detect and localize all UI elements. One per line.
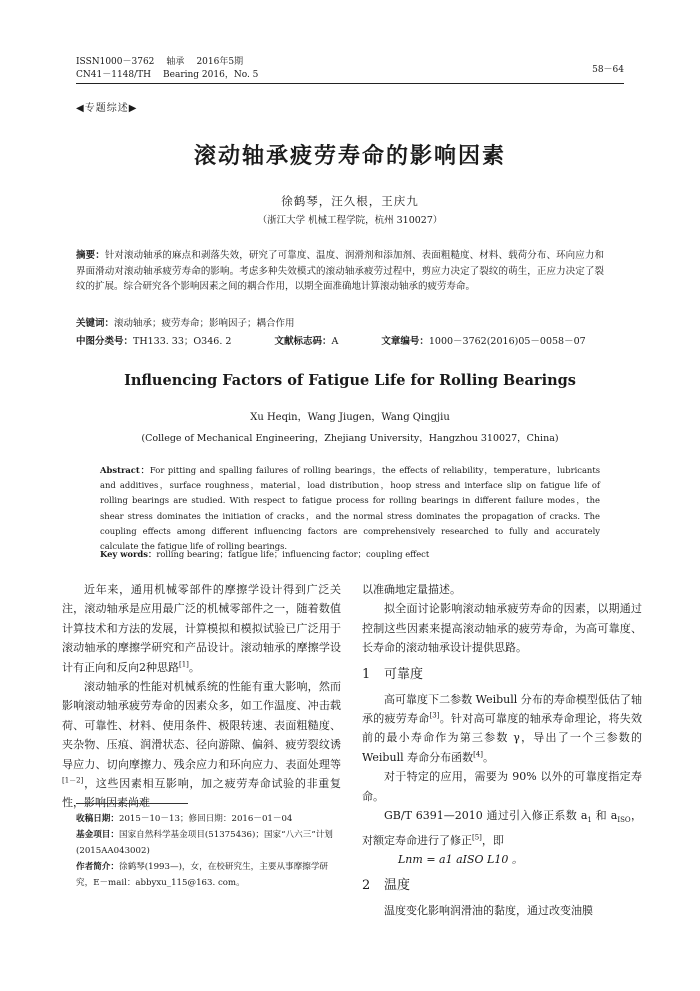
section-tag: ◀专题综述▶ — [76, 103, 138, 114]
paper-title-cn: 滚动轴承疲劳寿命的影响因素 — [193, 143, 506, 169]
citation: [1－2] — [62, 776, 84, 785]
paragraph-text: 。针对高可靠度的轴承寿命理论，将失效前的最小寿命作为第三参数 γ，导出了一个三参数的 Weibull 寿命分布函数 — [362, 712, 643, 764]
formula: Lnm = a1 aISO L10 。 — [398, 853, 523, 867]
affiliation-cn: （浙江大学 机械工程学院，杭州 310027） — [257, 215, 443, 226]
cn-number: CN41－1148/TH — [76, 70, 152, 80]
section-number: 1 — [362, 666, 371, 682]
author-value: 徐鹤琴(1993—)，女，在校研究生，主要从事摩擦学研究，E－mail：abbyxu_115@163. com。 — [76, 862, 329, 888]
abstract-cn-text: 针对滚动轴承的麻点和剥落失效，研究了可靠度、温度、润滑剂和添加剂、表面粗糙度、材料、载荷分布、环向应力和界面滑动对滚动轴承疲劳寿命的影响。考虑多种失效模式的滚动轴承疲劳过程中，剪应力决定了裂纹的萌生，正应力决定了裂纹的扩展。综合研究各个影响因素之间的耦合作用，以期全面准确地计算滚动轴承的疲劳寿命。 — [76, 250, 604, 292]
citation: [5] — [472, 833, 482, 841]
journal-header-left — [76, 56, 270, 82]
keywords-cn-label: 关键词： — [76, 318, 115, 329]
dates-label: 收稿日期： — [76, 814, 119, 824]
fund-label: 基金项目： — [76, 830, 119, 840]
footnote-dates — [76, 811, 344, 827]
fund-value: 国家自然科学基金项目(51375436)；国家“八六三”计划(2015AA043002) — [76, 830, 333, 856]
paragraph: 拟全面讨论影响滚动轴承疲劳寿命的因素，以期通过控制这些因素来提高滚动轴承的疲劳寿命，为高可靠度、长寿命的滚动轴承设计提供思路。 — [362, 602, 642, 655]
paragraph-text: GB/T 6391—2010 通过引入修正系数 a — [384, 809, 588, 823]
doc-code — [274, 336, 338, 347]
paragraph-text: 滚动轴承的性能对机械系统的性能有重大影响，然而影响滚动轴承疲劳寿命的因素众多，如工作温度、冲击载荷、可靠性、材料、使用条件、极限转速、表面粗糙度、夹杂物、压痕、润滑状态、径向游隙、偏斜、疲劳裂纹诱导应力、切向摩擦力、残余应力和环向应力、表面处理等 — [62, 680, 341, 771]
subscript: 1 — [587, 816, 592, 825]
page-range: 58－64 — [592, 65, 624, 75]
authors-cn: 徐鹤琴，汪久根，王庆九 — [281, 194, 419, 208]
issue-en: Bearing 2016，No. 5 — [163, 70, 259, 80]
paragraph: 对于特定的应用，需要为 90% 以外的可靠度指定寿命。 — [362, 770, 642, 803]
section-number: 2 — [362, 878, 371, 894]
clc-label: 中图分类号： — [76, 336, 134, 347]
abstract-en-label: Abstract： — [100, 465, 150, 475]
body-right-column — [362, 580, 642, 921]
paragraph — [362, 806, 642, 850]
article-value: 1000－3762(2016)05－0058－07 — [428, 336, 586, 347]
paragraph — [362, 690, 642, 768]
paragraph-text: 近年来，通用机械零部件的摩擦学设计得到广泛关注，滚动轴承是应用最广泛的机械零部件之一，随着数值计算技术和方法的发展，计算模拟和模拟试验已广泛用于滚动轴承的摩擦学研究和产品设计。滚动轴承的摩擦学设计有正向和反向2种思路 — [62, 583, 341, 674]
paragraph — [62, 677, 341, 813]
paragraph-text: 和 a — [591, 809, 618, 823]
citation: [1] — [179, 659, 189, 668]
paragraph-text: ，对额定寿命进行了修正 — [362, 809, 643, 847]
authors-en: Xu Heqin，Wang Jiugen，Wang Qingjiu — [250, 412, 450, 423]
citation: [4] — [473, 750, 484, 759]
footnote — [76, 811, 344, 891]
affiliation-en: (College of Mechanical Engineering，Zhejiang University，Hangzhou 310027，China) — [141, 433, 559, 444]
article-number — [381, 336, 585, 347]
body-left-column — [62, 580, 341, 813]
keywords-en — [100, 548, 429, 560]
paragraph: 温度变化影响润滑油的黏度，通过改变油膜 — [384, 904, 593, 918]
abstract-en-text: For pitting and spalling failures of rolling bearings，the effects of reliability，temperature，lubricants and additives，surface roughness，material，load distribution，hoop stress and interface slip on fatigue life of rolling bearings are studied. With respect to fatigue process for rolling bearings in different failure modes，the shear stress dominates the initiation of cracks，and the normal stress dominates the propagation of cracks. The coupling effects among different influencing factors are comprehensively researched to fully and accurately calculate the fatigue life of rolling bearings. — [100, 465, 600, 552]
author-label: 作者简介： — [76, 862, 119, 872]
paragraph: 以准确地定量描述。 — [362, 583, 461, 596]
keywords-cn-text: 滚动轴承；疲劳寿命；影响因子；耦合作用 — [114, 318, 295, 329]
clc-number — [76, 336, 231, 347]
paragraph-text: 高可靠度下二参数 Weibull 分布的寿命模型低估了轴承的疲劳寿命 — [362, 692, 642, 726]
keywords-cn — [76, 315, 295, 329]
clc-value: TH133. 33；O346. 2 — [133, 336, 232, 347]
citation: [3] — [429, 711, 440, 720]
section-title: 可靠度 — [384, 666, 424, 682]
paragraph-text: ，即 — [481, 833, 504, 847]
abstract-cn — [76, 248, 604, 295]
dates-value: 2015－10－13；修回日期：2016－01－04 — [118, 814, 293, 824]
issue-cn: 2016年5期 — [196, 57, 244, 67]
journal-name-cn: 轴承 — [166, 57, 185, 67]
abstract-en — [100, 463, 600, 554]
header-rule — [76, 83, 624, 84]
classification-line — [76, 333, 626, 347]
section-heading-2 — [362, 873, 642, 899]
keywords-en-label: Key words： — [100, 549, 157, 559]
doc-label: 文献标志码： — [274, 336, 332, 347]
section-title: 温度 — [384, 878, 411, 894]
footnote-rule — [76, 803, 188, 804]
abstract-cn-label: 摘要： — [76, 250, 105, 261]
paper-title-en: Influencing Factors of Fatigue Life for Rolling Bearings — [124, 372, 576, 389]
paragraph — [62, 580, 341, 677]
section-heading-1 — [362, 662, 642, 688]
footnote-author — [76, 859, 344, 891]
paragraph-text: 。 — [483, 750, 495, 764]
paragraph-text: ，这些因素相互影响，加之疲劳寿命试验的非重复性，影响因素尚难 — [62, 777, 341, 810]
paragraph-text: 。 — [188, 660, 200, 674]
subscript: ISO — [617, 816, 631, 825]
doc-value: A — [331, 336, 339, 347]
issn: ISSN1000－3762 — [76, 57, 155, 67]
footnote-fund — [76, 827, 344, 859]
keywords-en-text: rolling bearing；fatigue life；influencing factor；coupling effect — [156, 549, 430, 559]
article-label: 文章编号： — [381, 336, 429, 347]
